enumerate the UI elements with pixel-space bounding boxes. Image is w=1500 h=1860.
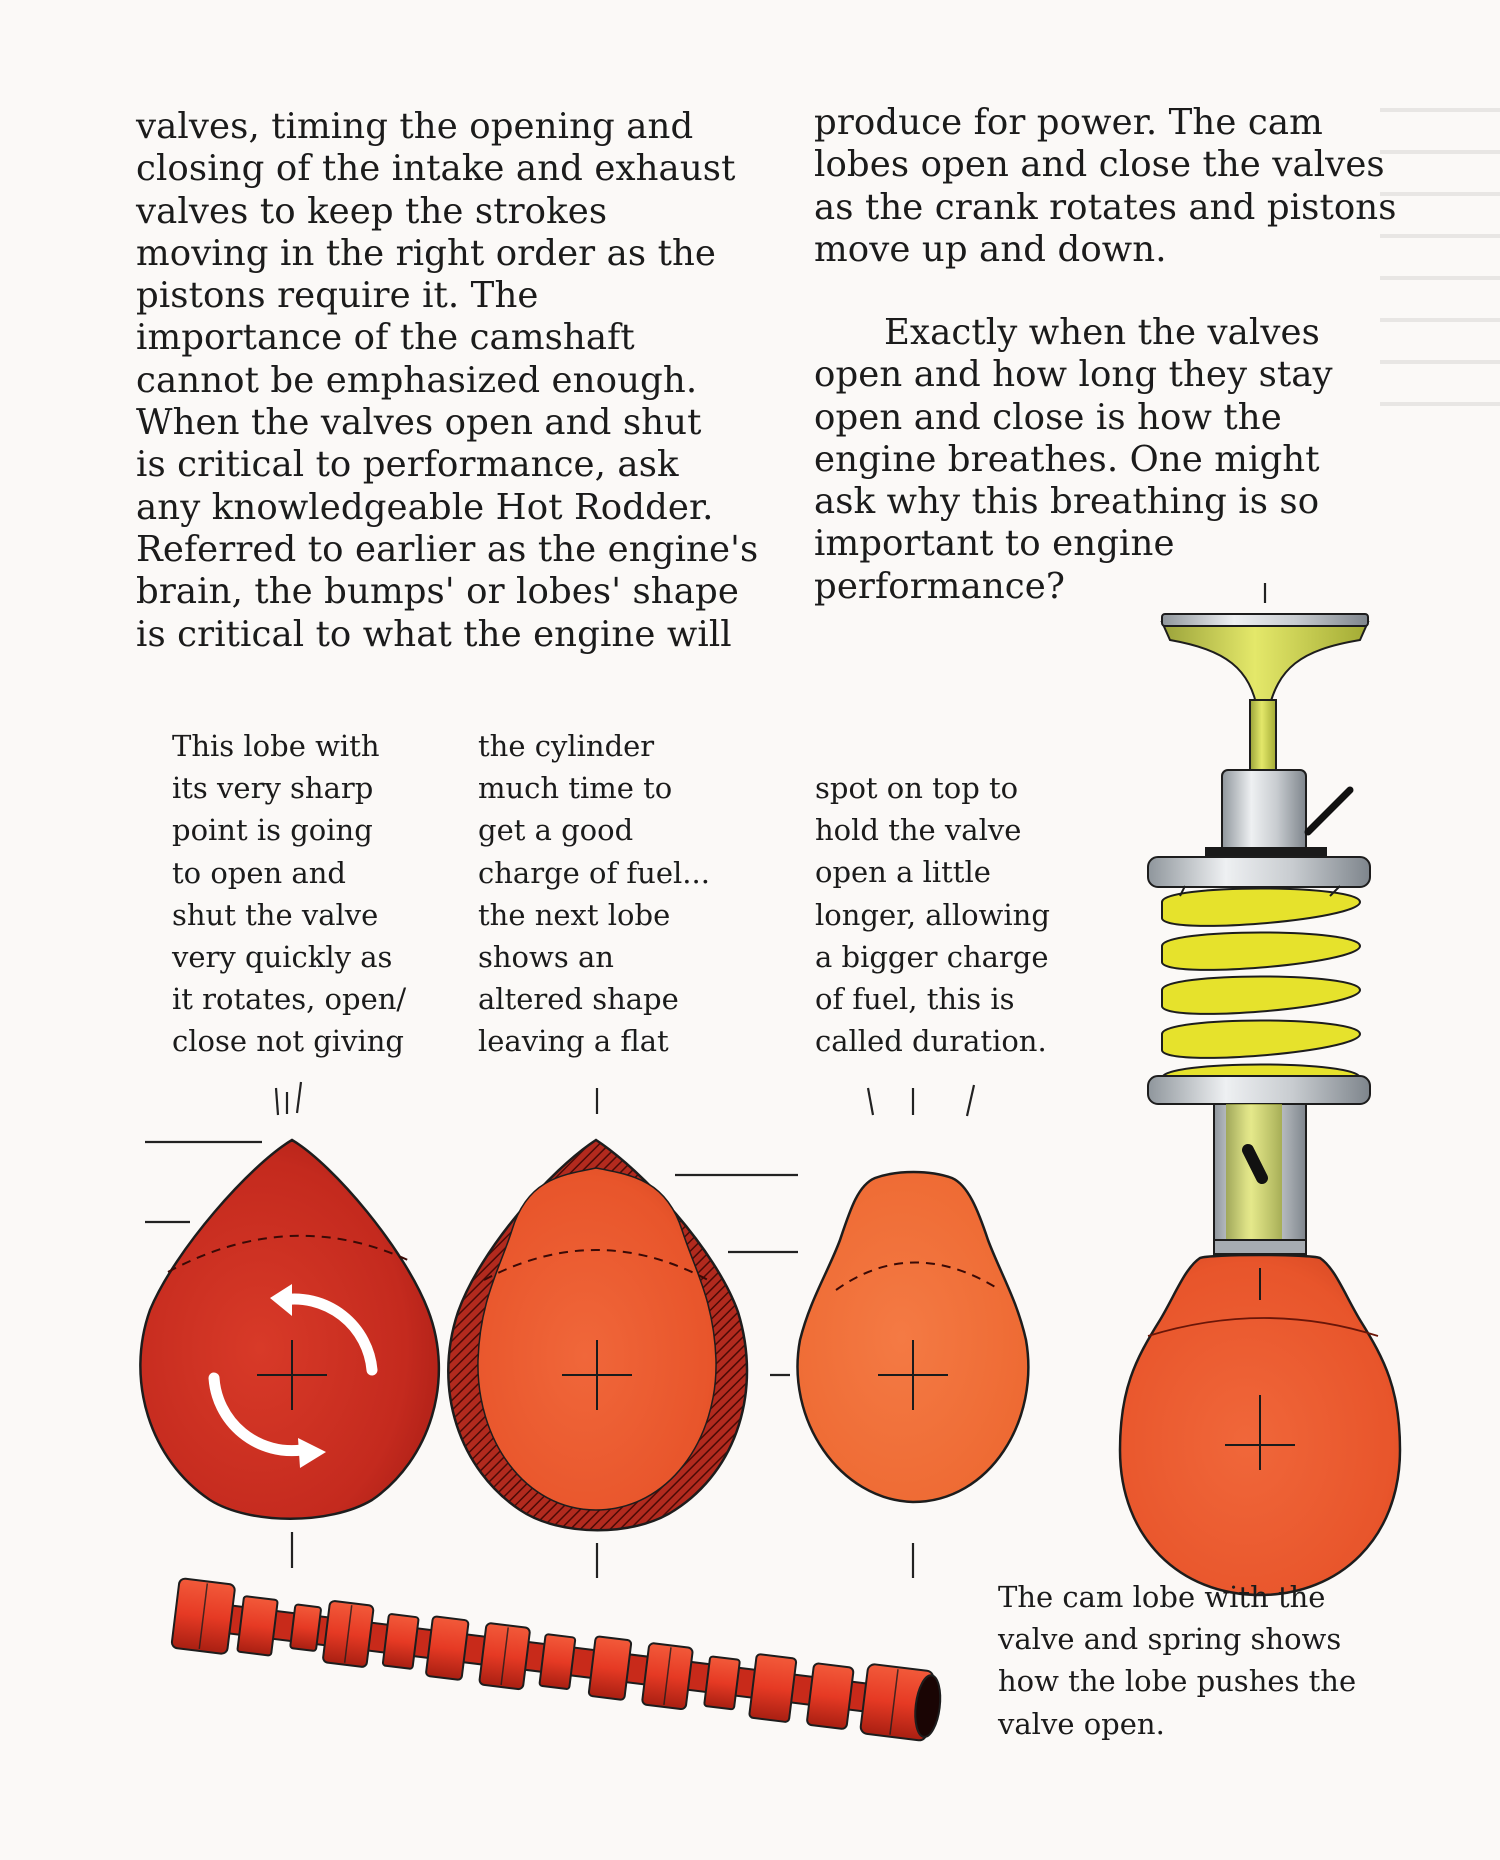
sharp-cam-lobe-figure (140, 1082, 438, 1568)
caption-line: to open and (172, 855, 346, 890)
text-line: any knowledgeable Hot Rodder. (136, 486, 714, 528)
text-line: performance? (814, 565, 1065, 607)
text-line: valves, timing the opening and (136, 106, 694, 147)
text-line: closing of the intake and exhaust (136, 148, 736, 190)
text-line: open and close is how the (814, 396, 1282, 438)
text-line: Referred to earlier as the engine's (136, 528, 759, 570)
camshaft-icon (171, 1578, 944, 1742)
text-line: cannot be emphasized enough. (136, 359, 698, 401)
caption-line: charge of fuel... (478, 855, 710, 890)
text-line: importance of the camshaft (136, 317, 635, 359)
caption-line: it rotates, open/ (172, 982, 407, 1017)
right-column-paragraph-1 (814, 102, 1397, 271)
text-line: moving in the right order as the (136, 232, 717, 274)
text-line: is critical to what the engine will (136, 613, 732, 655)
caption-line: shut the valve (172, 897, 379, 932)
lobe-caption-2 (478, 725, 710, 1063)
text-line: important to engine (814, 523, 1175, 565)
valve-stem (1250, 700, 1276, 772)
caption-line: called duration. (815, 1024, 1047, 1059)
flat-top-lobe (798, 1172, 1029, 1502)
caption-line: longer, allowing (815, 897, 1050, 932)
caption-line: close not giving (172, 1024, 404, 1059)
caption-line: much time to (478, 771, 673, 806)
lobe-caption-1 (172, 725, 406, 1063)
caption-line: very quickly as (172, 940, 393, 975)
valve-caption (998, 1576, 1356, 1745)
caption-line: hold the valve (815, 813, 1022, 848)
caption-line: how the lobe pushes the (998, 1664, 1357, 1699)
valve-spring-assembly (1120, 583, 1400, 1595)
text-line: Exactly when the valves (884, 312, 1320, 353)
sharp-lobe-shape (140, 1140, 438, 1519)
caption-line: point is going (172, 813, 373, 848)
text-line: is critical to performance, ask (136, 444, 679, 486)
left-column-text (136, 106, 758, 656)
caption-line: spot on top to (815, 771, 1019, 805)
spring-retainer-plate (1148, 857, 1370, 887)
valve-head (1162, 622, 1368, 712)
caption-line: the next lobe (478, 897, 671, 932)
text-line: engine breathes. One might (814, 438, 1320, 480)
caption-line: a bigger charge (815, 939, 1049, 974)
spring-seat (1148, 1076, 1370, 1104)
caption-line: open a little (815, 855, 991, 890)
lobe-caption-3 (815, 767, 1050, 1062)
text-line: valves to keep the strokes (136, 190, 608, 232)
right-column-paragraph-2 (814, 312, 1333, 608)
text-line: pistons require it. The (136, 275, 539, 317)
duration-cam-lobe-figure (770, 1085, 1028, 1578)
caption-line: its very sharp (172, 771, 374, 806)
text-line: lobes open and close the valves (814, 144, 1385, 186)
caption-line: of fuel, this is (815, 982, 1015, 1017)
caption-line: get a good (478, 813, 634, 848)
caption-line: altered shape (478, 982, 679, 1017)
altered-cam-lobe-figure (448, 1088, 798, 1578)
caption-line: This lobe with (172, 729, 380, 763)
text-line: produce for power. The cam (814, 102, 1323, 143)
text-line: ask why this breathing is so (814, 481, 1320, 523)
caption-line: the cylinder (478, 729, 655, 763)
text-line: open and how long they stay (814, 354, 1333, 396)
text-line: move up and down. (814, 228, 1167, 270)
text-line: When the valves open and shut (136, 402, 702, 444)
valve-spring (1162, 889, 1360, 1091)
text-line: as the crank rotates and pistons (814, 186, 1397, 228)
caption-line: shows an (478, 940, 614, 975)
caption-line: valve and spring shows (998, 1622, 1342, 1657)
caption-line: leaving a flat (478, 1024, 669, 1059)
caption-line: The cam lobe with the (998, 1580, 1326, 1614)
text-line: brain, the bumps' or lobes' shape (136, 571, 739, 613)
caption-line: valve open. (998, 1706, 1165, 1741)
